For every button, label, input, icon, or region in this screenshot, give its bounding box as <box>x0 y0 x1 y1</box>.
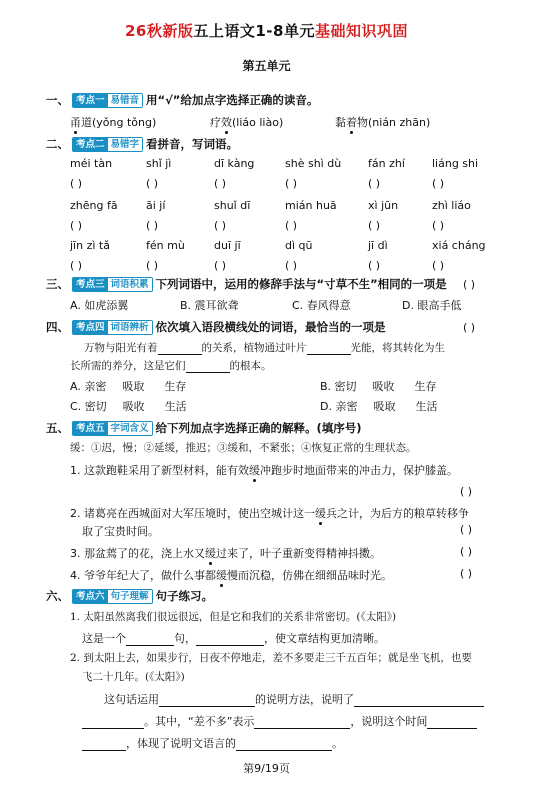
s5-answer-3[interactable]: ( ) <box>460 545 473 558</box>
pinyin-prompt: fén mù <box>146 239 185 252</box>
s5-question-1: 1. 这款跑鞋采用了新型材料，能有效缓冲跑步时地面带来的冲击力，保护膝盖。 <box>70 464 458 477</box>
page-number: 第9/19页 <box>243 762 290 775</box>
s5-question-3: 3. 那盆蔫了的花，浇上水又缓过来了，叶子重新变得精神抖擞。 <box>70 547 381 560</box>
pinyin-answer-box[interactable]: ( ) <box>70 177 83 190</box>
s6-q2-answer-line-2: 。其中，“差不多”表示 ，说明这个时间 <box>82 713 477 729</box>
pinyin-answer-box[interactable]: ( ) <box>70 219 83 232</box>
section-5-tag: 考点五 字词含义 <box>72 421 153 436</box>
pinyin-prompt: mián huā <box>285 199 337 212</box>
s4-blank-3[interactable] <box>186 360 230 373</box>
s4-blank-1[interactable] <box>158 342 202 355</box>
s6-blank-7[interactable] <box>427 716 477 729</box>
s4-answer[interactable]: ( ) <box>463 321 476 334</box>
s6-blank-9[interactable] <box>236 738 332 751</box>
pinyin-answer-box[interactable]: ( ) <box>214 177 227 190</box>
section-2-heading: 二、 考点二 易错字 看拼音，写词语。 <box>46 137 239 151</box>
s5-question-2: 2. 诸葛亮在西城面对大军压境时，使出空城计这一缓兵之计，为后方的粮草转移争 <box>70 507 469 520</box>
pinyin-answer-box[interactable]: ( ) <box>368 177 381 190</box>
s3-answer[interactable]: ( ) <box>463 278 476 291</box>
s6-question-1: 1. 太阳虽然离我们很远很远，但是它和我们的关系非常密切。(《太阳》) <box>70 611 397 623</box>
pinyin-prompt: shuǐ dī <box>214 199 251 212</box>
s6-question-2: 2. 到太阳上去，如果步行，日夜不停地走，差不多要走三千五百年；就是坐飞机，也要 <box>70 652 472 664</box>
s6-q1-answer-line: 这是一个 句， ，使文章结构更加清晰。 <box>82 632 385 645</box>
title-part-red-2: 基础知识巩固 <box>314 22 408 40</box>
s5-answer-4[interactable]: ( ) <box>460 567 473 580</box>
pinyin-answer-box[interactable]: ( ) <box>285 259 298 272</box>
section-4-heading: 四、 考点四 词语辨析 依次填入语段横线处的词语，最恰当的一项是 <box>46 320 386 334</box>
s4-option-d: D. 亲密 吸取 生活 <box>320 400 438 413</box>
s6-blank-1[interactable] <box>126 633 174 646</box>
s6-blank-6[interactable] <box>254 716 350 729</box>
s1-item-2: 疗效(liáo liào) <box>210 116 284 129</box>
s3-option-b: B. 震耳欲聋 <box>180 299 239 312</box>
s5-answer-2[interactable]: ( ) <box>460 523 473 536</box>
title-part-red: 26秋新版 <box>125 22 194 40</box>
page-title <box>0 20 533 41</box>
section-6-heading: 六、 考点六 句子理解 句子练习。 <box>46 589 214 603</box>
pinyin-answer-box[interactable]: ( ) <box>214 219 227 232</box>
pinyin-prompt: zhēng fā <box>70 199 118 212</box>
s3-option-a: A. 如虎添翼 <box>70 299 129 312</box>
pinyin-prompt: shè shì dù <box>285 157 342 170</box>
pinyin-prompt: dì qū <box>285 239 313 252</box>
pinyin-answer-box[interactable]: ( ) <box>214 259 227 272</box>
pinyin-prompt: jī dì <box>368 239 388 252</box>
pinyin-prompt: liáng shi <box>432 157 479 170</box>
section-2-tag: 考点二 易错字 <box>72 137 143 152</box>
pinyin-prompt: shǐ jì <box>146 157 172 170</box>
pinyin-prompt: fán zhí <box>368 157 405 170</box>
pinyin-answer-box[interactable]: ( ) <box>146 259 159 272</box>
s6-blank-5[interactable] <box>82 716 144 729</box>
pinyin-answer-box[interactable]: ( ) <box>432 259 445 272</box>
s4-option-b: B. 密切 吸收 生存 <box>320 380 437 393</box>
s4-passage-line-2: 长所需的养分，这是它们 的根本。 <box>70 360 272 372</box>
section-6-tag: 考点六 句子理解 <box>72 589 153 604</box>
s5-question-2-cont: 取了宝贵时间。 <box>82 525 159 538</box>
pinyin-answer-box[interactable]: ( ) <box>146 177 159 190</box>
pinyin-answer-box[interactable]: ( ) <box>368 219 381 232</box>
s1-item-3: 黏着物(nián zhān) <box>335 116 431 129</box>
pinyin-answer-box[interactable]: ( ) <box>368 259 381 272</box>
s6-q2-answer-line-1: 这句话运用 的说明方法，说明了 <box>104 691 484 707</box>
pinyin-prompt: duī jī <box>214 239 241 252</box>
s3-option-c: C. 春风得意 <box>292 299 351 312</box>
pinyin-prompt: āi jí <box>146 199 166 212</box>
pinyin-answer-box[interactable]: ( ) <box>146 219 159 232</box>
pinyin-prompt: xiá cháng <box>432 239 486 252</box>
title-part-black: 五上语文1-8单元 <box>193 22 315 40</box>
pinyin-prompt: xì jūn <box>368 199 399 212</box>
unit-subtitle: 第五单元 <box>242 59 291 73</box>
pinyin-answer-box[interactable]: ( ) <box>70 259 83 272</box>
pinyin-prompt: jīn zì tǎ <box>70 239 110 252</box>
section-5-heading: 五、 考点五 字词含义 给下列加点字选择正确的解释。(填序号) <box>46 421 362 435</box>
s6-blank-2[interactable] <box>196 633 264 646</box>
section-1-heading: 一、 考点一 易错音 用“√”给加点字选择正确的读音。 <box>46 93 319 107</box>
pinyin-prompt: zhì liáo <box>432 199 471 212</box>
pinyin-answer-box[interactable]: ( ) <box>432 219 445 232</box>
s6-q2-answer-line-3: ，体现了说明文语言的 。 <box>82 735 343 751</box>
s5-definition: 缓：①迟，慢；②延缓，推迟；③缓和，不紧张；④恢复正常的生理状态。 <box>70 442 417 454</box>
s4-option-a: A. 亲密 吸取 生存 <box>70 380 187 393</box>
section-3-tag: 考点三 词语积累 <box>72 277 153 292</box>
s6-blank-8[interactable] <box>82 738 126 751</box>
s6-blank-3[interactable] <box>159 694 255 707</box>
section-1-tag: 考点一 易错音 <box>72 93 143 108</box>
s1-item-1: 甬道(yǒng tǒng) <box>70 116 157 129</box>
s5-answer-1[interactable]: ( ) <box>460 485 473 498</box>
s4-passage-line-1: 万物与阳光有着 的关系，植物通过叶片 光能，将其转化为生 <box>84 342 445 354</box>
s4-option-c: C. 密切 吸收 生活 <box>70 400 187 413</box>
pinyin-answer-box[interactable]: ( ) <box>285 177 298 190</box>
section-3-heading: 三、 考点三 词语积累 下列词语中，运用的修辞手法与“寸草不生”相同的一项是 <box>46 277 447 291</box>
pinyin-prompt: dī kàng <box>214 157 255 170</box>
pinyin-answer-box[interactable]: ( ) <box>432 177 445 190</box>
s6-blank-4[interactable] <box>354 694 484 707</box>
section-4-tag: 考点四 词语辨析 <box>72 320 153 335</box>
s3-option-d: D. 眼高手低 <box>402 299 462 312</box>
s4-blank-2[interactable] <box>307 342 351 355</box>
pinyin-answer-box[interactable]: ( ) <box>285 219 298 232</box>
pinyin-prompt: méi tàn <box>70 157 113 170</box>
s5-question-4: 4. 爷爷年纪大了，做什么事都缓慢而沉稳，仿佛在细细品味时光。 <box>70 569 392 582</box>
s6-question-2-cont: 飞二十几年。(《太阳》) <box>82 671 185 683</box>
